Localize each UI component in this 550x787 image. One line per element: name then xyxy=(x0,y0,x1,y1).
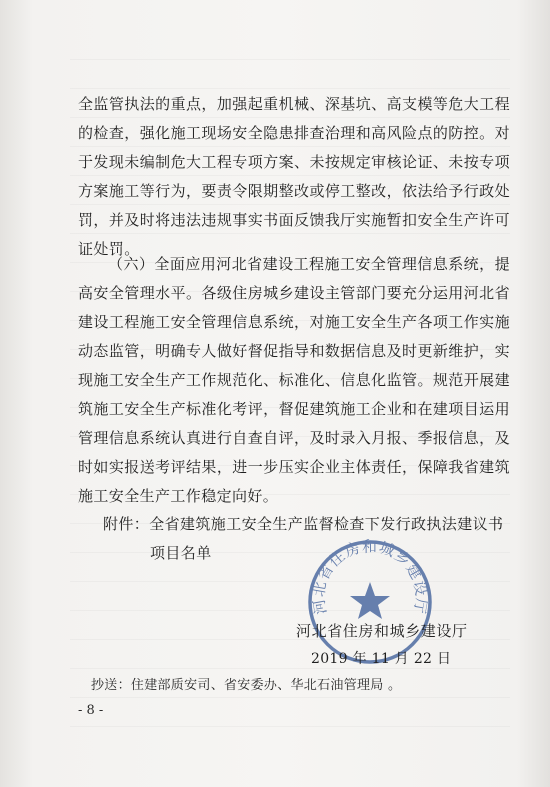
seal-text: 河北省住房和城乡建设厅 xyxy=(309,537,431,616)
text-line: 筑施工安全生产标准化考评，督促建筑施工企业和在建项目运用 xyxy=(78,400,510,418)
cc-list: 抄送：住建部质安司、省安委办、华北石油管理局 。 xyxy=(91,678,402,693)
page-number: - 8 - xyxy=(78,703,104,718)
text-line: 罚，并及时将违法违规事实书面反馈我厅实施暂扣安全生产许可 xyxy=(78,211,510,229)
text-line: 的检查，强化施工现场安全隐患排查治理和高风险点的防控。对 xyxy=(78,124,510,142)
text-line: 施工安全生产工作稳定向好。 xyxy=(78,487,279,505)
paragraph-six xyxy=(78,250,510,511)
issue-date: 2019 年 11 月 22 日 xyxy=(311,651,452,667)
attachment-line: 项目名单 xyxy=(150,544,212,562)
text-line: 方案施工等行为，要责令限期整改或停工整改，依法给予行政处 xyxy=(78,182,510,200)
text-line: 时如实报送考评结果，进一步压实企业主体责任，保障我省建筑 xyxy=(78,458,510,476)
attachment-line: 附件：全省建筑施工安全生产监督检查下发行政执法建议书 xyxy=(103,515,504,533)
text-line: 于发现未编制危大工程专项方案、未按规定审核论证、未按专项 xyxy=(78,153,510,171)
text-line: 证处罚。 xyxy=(78,240,140,258)
text-line: （六）全面应用河北省建设工程施工安全管理信息系统，提 xyxy=(108,255,510,273)
paragraph-continued xyxy=(78,90,510,264)
star-icon xyxy=(350,582,390,619)
text-line: 现施工安全生产工作规范化、标准化、信息化监管。规范开展建 xyxy=(78,371,510,389)
text-line: 高安全管理水平。各级住房城乡建设主管部门要充分运用河北省 xyxy=(78,284,510,302)
text-line: 动态监管，明确专人做好督促指导和数据信息及时更新维护，实 xyxy=(78,342,510,360)
text-line: 管理信息系统认真进行自查自评，及时录入月报、季报信息，及 xyxy=(78,429,510,447)
issuing-authority: 河北省住房和城乡建设厅 xyxy=(296,622,468,640)
text-line: 全监管执法的重点，加强起重机械、深基坑、高支模等危大工程 xyxy=(78,95,510,113)
text-line: 建设工程施工安全管理信息系统，对施工安全生产各项工作实施 xyxy=(78,313,510,331)
